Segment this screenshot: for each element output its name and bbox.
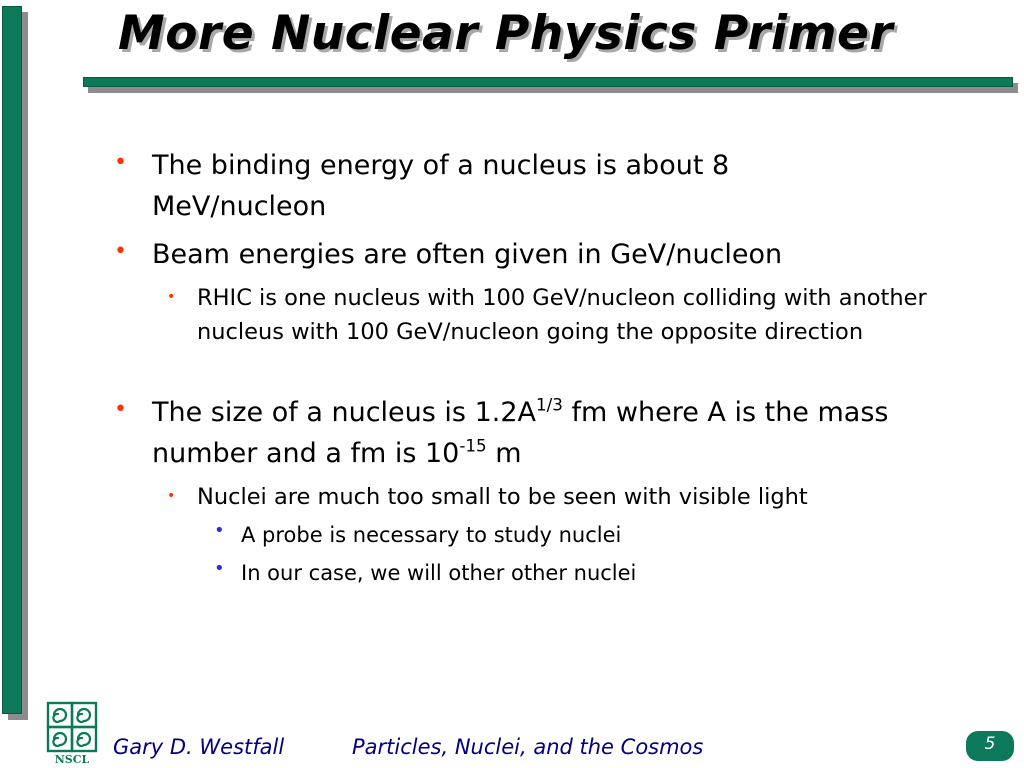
bullet-dot: • — [167, 289, 176, 305]
bullet-nucleus-size — [114, 392, 912, 474]
superscript-one-third: 1/3 — [535, 394, 563, 415]
bullet-text-part: fm where A is the mass number and a fm is 10 — [152, 397, 889, 469]
bullet-text-part: m — [486, 438, 522, 469]
bullet-beam-energies — [114, 234, 912, 275]
bullet-dot: • — [214, 520, 225, 541]
title-rule — [83, 77, 1013, 87]
nscl-logo — [46, 700, 98, 766]
footer-course: Particles, Nuclei, and the Cosmos — [352, 735, 704, 759]
subbullet-too-small — [167, 480, 967, 514]
bullet-dot: • — [114, 397, 127, 422]
bullet-text: RHIC is one nucleus with 100 GeV/nucleon colliding with another nucleus with 100 GeV/nucleon going the opposite direction — [197, 285, 927, 345]
bullet-text: In our case, we will other other nuclei — [241, 561, 637, 585]
slide-title: More Nuclear Physics Primer — [118, 6, 894, 61]
footer-author: Gary D. Westfall — [113, 735, 285, 759]
bullet-text: Nuclei are much too small to be seen with visible light — [197, 484, 808, 510]
subbullet-rhic — [167, 281, 967, 349]
subsubbullet-other-nuclei — [214, 557, 961, 589]
bullet-text: The binding energy of a nucleus is about 8 MeV/nucleon — [152, 150, 730, 222]
bullet-text: Beam energies are often given in GeV/nucleon — [152, 239, 783, 270]
bullet-dot: • — [114, 150, 127, 175]
bullet-binding-energy — [114, 145, 912, 227]
left-decorative-bar — [2, 6, 22, 714]
subsubbullet-probe — [214, 519, 961, 551]
bullet-text: A probe is necessary to study nuclei — [241, 523, 622, 547]
bullet-text-part: The size of a nucleus is 1.2A — [152, 397, 536, 428]
bullet-dot: • — [114, 239, 127, 264]
page-number-badge: 5 — [966, 731, 1014, 761]
superscript-minus-fifteen: -15 — [459, 435, 487, 456]
logo-text: NSCL — [54, 753, 90, 766]
bullet-dot: • — [167, 488, 176, 504]
bullet-dot: • — [214, 558, 225, 579]
